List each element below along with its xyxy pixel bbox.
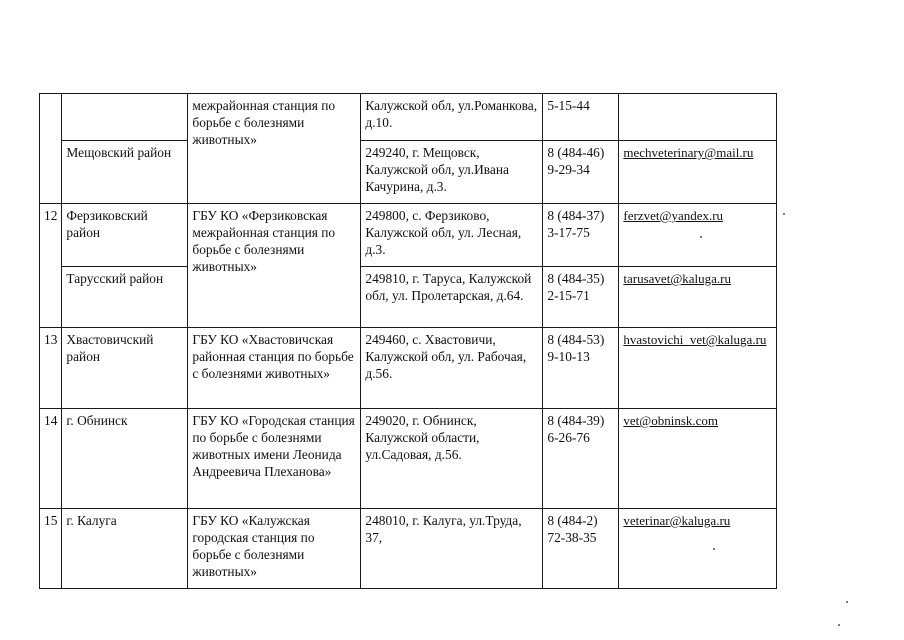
phone-cell: 8 (484-2) 72-38-35 bbox=[543, 509, 619, 589]
email-cell bbox=[619, 267, 777, 328]
phone-cell: 8 (484-46) 9-29-34 bbox=[543, 141, 619, 204]
address-cell: 249240, г. Мещовск, Калужской обл, ул.Ивана Качурина, д.3. bbox=[361, 141, 543, 204]
address-cell: Калужской обл, ул.Романкова, д.10. bbox=[361, 94, 543, 141]
address-cell: 249020, г. Обнинск, Калужской области, ул.Садовая, д.56. bbox=[361, 409, 543, 509]
table-row bbox=[40, 204, 777, 267]
phone-cell: 8 (484-39) 6-26-76 bbox=[543, 409, 619, 509]
scan-speck bbox=[713, 548, 715, 550]
email-cell bbox=[619, 328, 777, 409]
district-cell: Ферзиковский район bbox=[62, 204, 188, 267]
address-cell: 249460, с. Хвастовичи, Калужской обл, ул. Рабочая, д.56. bbox=[361, 328, 543, 409]
email-cell bbox=[619, 94, 777, 141]
table-row bbox=[40, 409, 777, 509]
email-link[interactable]: tarusavet@kaluga.ru bbox=[623, 271, 732, 286]
email-cell bbox=[619, 141, 777, 204]
phone-cell: 5-15-44 bbox=[543, 94, 619, 141]
email-link[interactable]: veterinar@kaluga.ru bbox=[623, 513, 731, 528]
row-number-cell: 15 bbox=[40, 509, 62, 589]
district-cell: г. Обнинск bbox=[62, 409, 188, 509]
district-cell bbox=[62, 94, 188, 141]
row-number-cell: 12 bbox=[40, 204, 62, 328]
scan-speck bbox=[783, 213, 785, 215]
scan-speck bbox=[838, 624, 840, 626]
organization-cell: ГБУ КО «Хвастовичская районная станция по борьбе с болезнями животных» bbox=[188, 328, 361, 409]
email-cell bbox=[619, 204, 777, 267]
district-cell: г. Калуга bbox=[62, 509, 188, 589]
phone-cell: 8 (484-35) 2-15-71 bbox=[543, 267, 619, 328]
table-row bbox=[40, 328, 777, 409]
address-cell: 249800, с. Ферзиково, Калужской обл, ул. Лесная, д.3. bbox=[361, 204, 543, 267]
organization-cell: ГБУ КО «Городская станция по борьбе с болезнями животных имени Леонида Андреевича Плеханова» bbox=[188, 409, 361, 509]
district-vet-stations-table bbox=[39, 93, 777, 589]
table-row bbox=[40, 141, 777, 204]
email-link[interactable]: ferzvet@yandex.ru bbox=[623, 208, 724, 223]
scan-speck bbox=[700, 236, 702, 238]
scan-speck bbox=[846, 601, 848, 603]
district-cell: Тарусский район bbox=[62, 267, 188, 328]
email-cell bbox=[619, 509, 777, 589]
email-link[interactable]: hvastovichi_vet@kaluga.ru bbox=[623, 332, 767, 347]
phone-cell: 8 (484-53) 9-10-13 bbox=[543, 328, 619, 409]
row-number-cell: 13 bbox=[40, 328, 62, 409]
email-cell bbox=[619, 409, 777, 509]
address-cell: 249810, г. Таруса, Калужской обл, ул. Пролетарская, д.64. bbox=[361, 267, 543, 328]
row-number-cell: 14 bbox=[40, 409, 62, 509]
email-link[interactable]: vet@obninsk.com bbox=[623, 413, 719, 428]
organization-cell: ГБУ КО «Калужская городская станция по борьбе с болезнями животных» bbox=[188, 509, 361, 589]
table-row bbox=[40, 94, 777, 141]
table-row bbox=[40, 267, 777, 328]
table-row bbox=[40, 509, 777, 589]
organization-cell: межрайонная станция по борьбе с болезнями животных» bbox=[188, 94, 361, 204]
email-link[interactable]: mechveterinary@mail.ru bbox=[623, 145, 754, 160]
organization-cell: ГБУ КО «Ферзиковская межрайонная станция по борьбе с болезнями животных» bbox=[188, 204, 361, 328]
phone-cell: 8 (484-37) 3-17-75 bbox=[543, 204, 619, 267]
row-number-cell bbox=[40, 94, 62, 204]
district-cell: Хвастовичский район bbox=[62, 328, 188, 409]
address-cell: 248010, г. Калуга, ул.Труда, 37, bbox=[361, 509, 543, 589]
district-cell: Мещовский район bbox=[62, 141, 188, 204]
